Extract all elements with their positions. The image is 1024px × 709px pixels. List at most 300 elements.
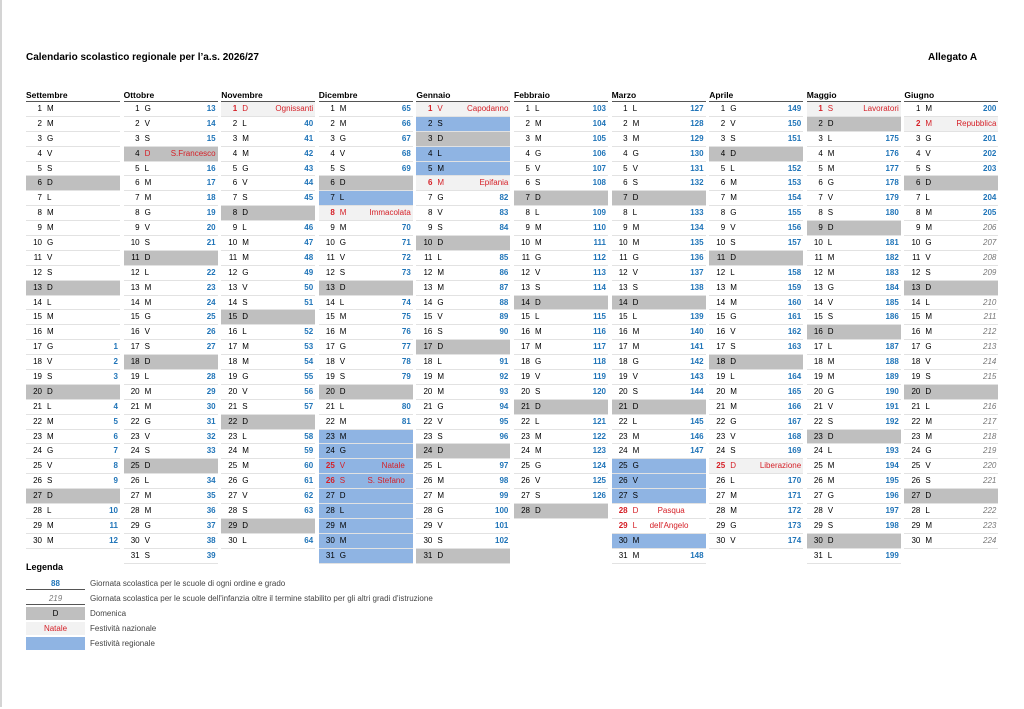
- day-number: 28: [325, 506, 335, 516]
- weekday-letter: L: [47, 193, 52, 203]
- day-row: [416, 355, 510, 370]
- weekday-letter: L: [632, 208, 638, 218]
- day-number: 19: [521, 372, 530, 382]
- day-number: 23: [228, 431, 238, 441]
- day-number: 16: [521, 327, 530, 337]
- weekday-letter: S: [827, 416, 834, 426]
- weekday-letter: S: [632, 178, 638, 188]
- day-row: [124, 385, 218, 400]
- school-day-count: 198: [885, 520, 899, 530]
- day-row: [319, 310, 413, 325]
- school-day-count: 41: [304, 133, 314, 143]
- day-number: 29: [325, 520, 335, 530]
- day-number: 13: [618, 282, 628, 292]
- school-day-count: 21: [206, 238, 216, 248]
- weekday-letter: L: [730, 372, 735, 382]
- weekday-letter: D: [632, 193, 639, 203]
- weekday-letter: D: [730, 461, 736, 471]
- day-number: 26: [325, 476, 335, 486]
- weekday-letter: D: [535, 297, 541, 307]
- weekday-letter: V: [827, 193, 834, 203]
- day-number: 9: [232, 223, 238, 233]
- weekday-letter: S: [47, 163, 53, 173]
- day-row: [416, 191, 510, 206]
- day-number: 6: [818, 178, 823, 188]
- school-day-count: 201: [983, 133, 997, 143]
- day-row: [904, 117, 998, 132]
- day-number: 8: [135, 208, 140, 218]
- day-number: 16: [911, 327, 921, 337]
- day-row: [221, 519, 315, 534]
- day-row: [904, 370, 998, 385]
- day-row: [319, 266, 413, 281]
- day-number: 23: [521, 431, 530, 441]
- weekday-letter: V: [535, 267, 541, 277]
- day-row: [124, 162, 218, 177]
- weekday-letter: M: [827, 476, 835, 486]
- day-number: 25: [325, 461, 335, 471]
- weekday-letter: D: [339, 386, 346, 396]
- day-number: 20: [716, 386, 726, 396]
- school-day-count: 160: [787, 297, 802, 307]
- day-number: 12: [423, 267, 433, 277]
- day-row: [514, 310, 608, 325]
- day-number: 21: [813, 401, 823, 411]
- day-row: [612, 221, 706, 236]
- day-number: 15: [618, 312, 628, 322]
- weekday-letter: G: [144, 416, 151, 426]
- day-row: [904, 147, 998, 162]
- weekday-letter: G: [339, 550, 347, 560]
- day-row: [124, 266, 218, 281]
- day-number: 9: [915, 223, 921, 233]
- day-row: [319, 385, 413, 400]
- day-row: [124, 102, 218, 117]
- weekday-letter: S: [339, 163, 346, 173]
- weekday-letter: M: [632, 238, 640, 248]
- school-day-count: 156: [787, 223, 802, 233]
- weekday-letter: L: [535, 312, 540, 322]
- day-row: [416, 430, 510, 445]
- weekday-letter: D: [730, 357, 736, 367]
- weekday-letter: L: [827, 342, 833, 352]
- weekday-letter: S: [437, 118, 443, 128]
- day-number: 9: [720, 223, 726, 233]
- day-number: 6: [135, 178, 140, 188]
- day-number: 5: [135, 163, 140, 173]
- weekday-letter: G: [339, 238, 347, 248]
- day-row: [221, 117, 315, 132]
- day-number: 25: [521, 461, 530, 471]
- day-row: [26, 444, 120, 459]
- day-row: [124, 370, 218, 385]
- day-number: 26: [228, 476, 238, 486]
- school-day-count: 65: [401, 104, 411, 113]
- day-number: 11: [521, 252, 530, 262]
- day-number: 13: [228, 282, 238, 292]
- day-row: [26, 310, 120, 325]
- day-row: [514, 132, 608, 147]
- day-number: 6: [330, 178, 335, 188]
- day-number: 5: [427, 163, 433, 173]
- day-number: 26: [911, 476, 921, 486]
- legend-text: Giornata scolastica per le scuole di ogni ordine e grado: [90, 579, 286, 588]
- day-row: [514, 236, 608, 251]
- day-number: 22: [813, 416, 823, 426]
- weekday-letter: D: [437, 133, 444, 143]
- day-number: 16: [618, 327, 628, 337]
- school-day-count: 52: [304, 327, 314, 337]
- month-name: Settembre: [26, 90, 68, 100]
- weekday-letter: L: [47, 506, 52, 516]
- day-row: [26, 474, 120, 489]
- day-number: 26: [130, 476, 140, 486]
- day-number: 19: [813, 372, 823, 382]
- weekday-letter: V: [827, 297, 834, 307]
- weekday-letter: M: [144, 193, 152, 203]
- weekday-letter: V: [632, 267, 638, 277]
- weekday-letter: M: [535, 446, 542, 456]
- day-row: [904, 355, 998, 370]
- day-row: [904, 162, 998, 177]
- day-number: 13: [813, 282, 823, 292]
- weekday-letter: S: [437, 327, 443, 337]
- weekday-letter: V: [47, 461, 53, 471]
- day-number: 31: [130, 550, 140, 560]
- day-row: [221, 162, 315, 177]
- day-row: [319, 355, 413, 370]
- day-number: 3: [915, 133, 921, 143]
- school-day-count: 213: [983, 342, 997, 352]
- school-day-count: 102: [495, 535, 509, 545]
- weekday-letter: V: [535, 372, 541, 382]
- weekday-letter: M: [339, 118, 347, 128]
- weekday-letter: D: [535, 401, 541, 411]
- month-name: Maggio: [806, 90, 837, 100]
- weekday-letter: S: [242, 506, 248, 516]
- day-row: [26, 534, 120, 549]
- weekday-letter: G: [242, 476, 249, 486]
- day-number: 6: [915, 178, 921, 188]
- day-number: 21: [325, 401, 335, 411]
- weekday-letter: V: [827, 506, 834, 516]
- day-row: [26, 385, 120, 400]
- weekday-letter: S: [242, 297, 248, 307]
- weekday-letter: M: [925, 416, 933, 426]
- school-day-count: 89: [499, 312, 509, 322]
- weekday-letter: M: [925, 520, 933, 530]
- weekday-letter: M: [730, 178, 737, 188]
- day-row: [807, 489, 901, 504]
- day-row: [904, 132, 998, 147]
- weekday-letter: M: [242, 446, 249, 456]
- weekday-letter: D: [730, 252, 736, 262]
- day-number: 27: [423, 491, 433, 501]
- weekday-letter: D: [339, 282, 346, 292]
- school-day-count: 165: [787, 386, 802, 396]
- month-name: Aprile: [709, 90, 734, 100]
- school-day-count: 162: [787, 327, 802, 337]
- weekday-letter: G: [47, 342, 54, 352]
- weekday-letter: D: [47, 491, 53, 501]
- day-row: [514, 459, 608, 474]
- day-number: 22: [325, 416, 335, 426]
- day-row: [709, 504, 803, 519]
- school-day-count: 184: [885, 282, 899, 292]
- day-number: 30: [716, 535, 726, 545]
- day-number: 5: [623, 163, 628, 173]
- school-day-count: 77: [401, 342, 411, 352]
- weekday-letter: L: [47, 401, 52, 411]
- weekday-letter: L: [632, 416, 638, 426]
- school-day-count: 141: [690, 342, 704, 352]
- weekday-letter: G: [47, 238, 54, 248]
- day-row: [709, 236, 803, 251]
- weekday-letter: S: [535, 282, 541, 292]
- school-day-count: 95: [499, 416, 509, 426]
- weekday-letter: L: [925, 297, 930, 307]
- weekday-letter: L: [437, 148, 442, 158]
- day-number: 9: [623, 223, 628, 233]
- school-day-count: 99: [499, 491, 509, 501]
- day-row: [221, 325, 315, 340]
- day-number: 20: [228, 386, 238, 396]
- school-day-count: 80: [401, 401, 411, 411]
- school-day-count: 155: [787, 208, 802, 218]
- day-number: 5: [37, 163, 42, 173]
- day-number: 30: [813, 535, 823, 545]
- school-day-count: 157: [787, 238, 802, 248]
- day-number: 31: [813, 550, 823, 560]
- school-day-count: 37: [206, 520, 216, 530]
- day-row: [807, 549, 901, 564]
- day-number: 4: [330, 148, 335, 158]
- day-row: [709, 444, 803, 459]
- weekday-letter: G: [437, 506, 444, 516]
- school-day-count: 101: [495, 520, 509, 530]
- day-number: 29: [130, 520, 140, 530]
- day-row: [709, 385, 803, 400]
- day-number: 10: [33, 238, 42, 248]
- day-row: [124, 474, 218, 489]
- day-number: 11: [228, 252, 238, 262]
- school-day-count: 20: [206, 223, 216, 233]
- day-number: 9: [427, 223, 433, 233]
- day-row: [416, 221, 510, 236]
- day-row: [904, 296, 998, 311]
- day-row: [904, 504, 998, 519]
- day-number: 17: [521, 342, 530, 352]
- weekday-letter: G: [437, 297, 444, 307]
- weekday-letter: M: [144, 506, 152, 516]
- weekday-letter: D: [144, 357, 151, 367]
- day-number: 11: [131, 252, 140, 262]
- weekday-letter: S: [47, 267, 53, 277]
- day-row: [26, 430, 120, 445]
- weekday-letter: L: [437, 252, 442, 262]
- day-number: 14: [618, 297, 628, 307]
- day-row: [709, 534, 803, 549]
- day-number: 1: [37, 104, 42, 113]
- day-row: [904, 310, 998, 325]
- weekday-letter: G: [144, 104, 151, 113]
- weekday-letter: V: [242, 386, 248, 396]
- day-number: 17: [813, 342, 823, 352]
- school-day-count: 108: [592, 178, 606, 188]
- day-number: 8: [37, 208, 42, 218]
- day-row: [26, 251, 120, 266]
- school-day-count: 43: [304, 163, 314, 173]
- school-day-count: 183: [885, 267, 899, 277]
- weekday-letter: M: [632, 446, 640, 456]
- weekday-letter: S: [535, 386, 541, 396]
- school-day-count: 130: [690, 148, 704, 158]
- month-name: Novembre: [221, 90, 263, 100]
- day-number: 4: [427, 148, 433, 158]
- school-day-count: 53: [304, 342, 314, 352]
- day-number: 3: [232, 133, 238, 143]
- school-day-count: 216: [983, 401, 997, 411]
- school-day-count: 57: [304, 401, 314, 411]
- day-row: [319, 117, 413, 132]
- weekday-letter: M: [47, 118, 54, 128]
- day-row: [709, 355, 803, 370]
- day-row: [612, 430, 706, 445]
- day-row: [709, 221, 803, 236]
- day-row: [709, 117, 803, 132]
- day-row: [807, 370, 901, 385]
- day-row: [709, 474, 803, 489]
- day-row: [709, 251, 803, 266]
- weekday-letter: V: [535, 163, 541, 173]
- day-row: [514, 221, 608, 236]
- day-row: [221, 400, 315, 415]
- school-day-count: 173: [787, 520, 802, 530]
- day-row: [221, 132, 315, 147]
- weekday-letter: M: [437, 491, 445, 501]
- school-day-count: 194: [885, 461, 899, 471]
- day-number: 27: [325, 491, 335, 501]
- school-day-count: 200: [983, 104, 997, 113]
- day-row: [807, 504, 901, 519]
- weekday-letter: S: [242, 401, 248, 411]
- school-day-count: 193: [885, 446, 899, 456]
- weekday-letter: M: [437, 178, 445, 188]
- day-row: [319, 296, 413, 311]
- school-day-count: 55: [304, 372, 314, 382]
- school-day-count: 182: [885, 252, 899, 262]
- weekday-letter: M: [730, 506, 737, 516]
- day-number: 5: [720, 163, 726, 173]
- day-number: 22: [130, 416, 140, 426]
- weekday-letter: S: [339, 476, 346, 486]
- day-number: 4: [135, 148, 140, 158]
- weekday-letter: L: [925, 506, 930, 516]
- day-row: [807, 147, 901, 162]
- day-row: [514, 444, 608, 459]
- day-number: 12: [911, 267, 921, 277]
- weekday-letter: M: [535, 342, 542, 352]
- day-row: [514, 251, 608, 266]
- day-number: 15: [33, 312, 42, 322]
- day-row: [26, 325, 120, 340]
- day-number: 26: [521, 476, 530, 486]
- school-day-count: 19: [206, 208, 216, 218]
- day-row: [514, 430, 608, 445]
- school-day-count: 131: [690, 163, 704, 173]
- school-day-count: 146: [690, 431, 704, 441]
- weekday-letter: D: [632, 297, 639, 307]
- day-number: 13: [716, 282, 726, 292]
- weekday-letter: D: [144, 252, 151, 262]
- weekday-letter: S: [339, 372, 346, 382]
- weekday-letter: S: [827, 520, 834, 530]
- day-row: [319, 489, 413, 504]
- day-number: 6: [623, 178, 628, 188]
- day-row: [124, 236, 218, 251]
- school-day-count: 46: [304, 223, 314, 233]
- school-day-count: 181: [885, 238, 899, 248]
- day-number: 15: [423, 312, 433, 322]
- day-row: [904, 489, 998, 504]
- day-row: [26, 266, 120, 281]
- day-number: 7: [37, 193, 42, 203]
- day-number: 30: [130, 535, 140, 545]
- school-day-count: 212: [983, 327, 997, 337]
- school-day-count: 8: [113, 461, 118, 471]
- day-row: [416, 385, 510, 400]
- weekday-letter: S: [730, 446, 736, 456]
- school-day-count: 88: [499, 297, 509, 307]
- day-row: [904, 176, 998, 191]
- day-number: 18: [228, 357, 238, 367]
- school-day-count: 115: [593, 312, 606, 322]
- day-row: [904, 325, 998, 340]
- day-number: 21: [618, 401, 628, 411]
- day-number: 18: [618, 357, 628, 367]
- day-number: 21: [33, 401, 42, 411]
- weekday-letter: L: [47, 297, 52, 307]
- day-row: [612, 489, 706, 504]
- day-number: 15: [325, 312, 335, 322]
- school-day-count: 224: [983, 535, 997, 545]
- day-number: 17: [911, 342, 921, 352]
- weekday-letter: M: [242, 461, 249, 471]
- day-row: [514, 266, 608, 281]
- day-row: [221, 340, 315, 355]
- weekday-letter: S: [144, 238, 150, 248]
- day-number: 28: [423, 506, 433, 516]
- day-row: [26, 400, 120, 415]
- day-row: [709, 519, 803, 534]
- day-row: [26, 504, 120, 519]
- day-row: [416, 370, 510, 385]
- day-row: [514, 385, 608, 400]
- weekday-letter: S: [437, 535, 443, 545]
- day-row: [807, 162, 901, 177]
- day-number: 2: [525, 118, 530, 128]
- day-row: [319, 459, 413, 474]
- school-day-count: 22: [206, 267, 216, 277]
- school-day-count: 153: [787, 178, 802, 188]
- weekday-letter: L: [339, 193, 345, 203]
- day-number: 19: [33, 372, 42, 382]
- day-row: [612, 102, 706, 117]
- weekday-letter: M: [632, 223, 640, 233]
- day-number: 7: [818, 193, 823, 203]
- weekday-letter: V: [47, 252, 53, 262]
- weekday-letter: L: [730, 476, 735, 486]
